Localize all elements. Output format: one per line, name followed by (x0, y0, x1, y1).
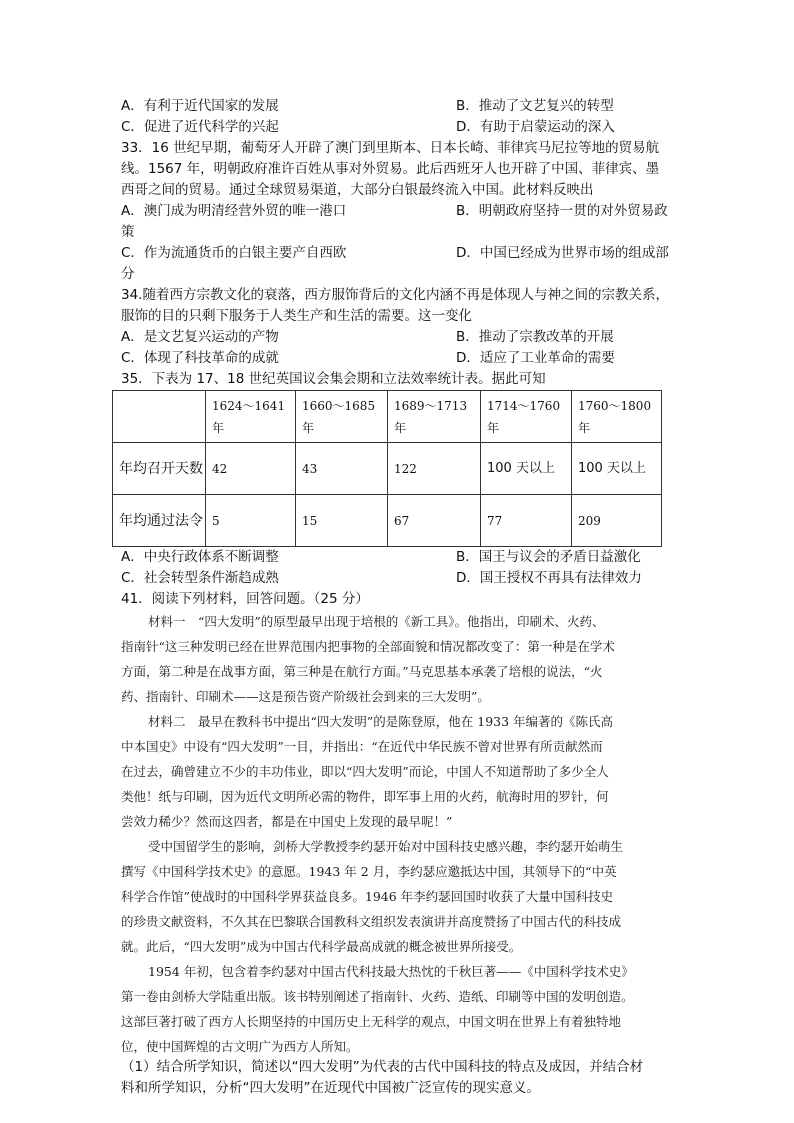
q41-sub1-line: 料和所学知识，分析“四大发明”在近现代中国被广泛宣传的现实意义。 (121, 1080, 540, 1096)
parliament-table (112, 390, 662, 547)
table-row (113, 495, 662, 547)
table-header-cell: 1760～1800 年 (572, 391, 662, 443)
table-cell: 100 天以上 (572, 443, 662, 495)
table-header-cell: 1624～1641 年 (206, 391, 296, 443)
material-two-line: 类他！纸与印刷，因为近代文明所必需的物件，即军事上用的火药，航海时用的罗针，何 (121, 789, 609, 804)
material-two-line: 位，使中国辉煌的古文明广为西方人所知。 (121, 1039, 359, 1054)
table-cell: 209 (572, 495, 662, 547)
q33-option-d-cont: 分 (121, 266, 135, 282)
row-label: 年均通过法令 (113, 495, 206, 547)
q33-option-c: C．作为流通货币的白银主要产自西欧 (121, 245, 347, 261)
table-cell: 100 天以上 (481, 443, 572, 495)
material-one-line: 方面，第二种是在战事方面，第三种是在航行方面。”马克思基本承袭了培根的说法，“火 (121, 664, 603, 679)
option-d: D．有助于启蒙运动的深入 (456, 119, 615, 135)
table-row (113, 443, 662, 495)
material-two-line: 就。此后，“四大发明”成为中国古代科学最高成就的概念被世界所接受。 (121, 939, 522, 954)
material-two-line: 在过去，确曾建立不少的丰功伟业，即以“四大发明”而论，中国人不知道帮助了多少全人 (121, 764, 609, 779)
option-c: C．促进了近代科学的兴起 (121, 119, 279, 135)
table-cell: 67 (388, 495, 481, 547)
material-two-line: 1954 年初，包含着李约瑟对中国古代科技最大热忱的千秋巨著——《中国科学技术史》 (148, 964, 634, 979)
material-one-line: 药、指南针、印刷术——这是预告资产阶级社会到来的三大发明”。 (121, 689, 490, 704)
q33-stem-line: 33．16 世纪早期，葡萄牙人开辟了澳门到里斯本、日本长崎、菲律宾马尼拉等地的贸易航 (121, 140, 660, 156)
q33-stem-line: 线。1567 年，明朝政府准许百姓从事对外贸易。此后西班牙人也开辟了中国、菲律宾、墨 (121, 161, 660, 177)
material-one-line: 指南针“这三种发明已经在世界范围内把事物的全部面貌和情况都改变了：第一种是在学术 (121, 639, 615, 654)
q33-option-b-cont: 策 (121, 224, 135, 240)
material-two-line: 科学合作馆”使战时的中国科学界获益良多。1946 年李约瑟回国时收获了大量中国科技史 (121, 889, 614, 904)
table-cell: 122 (388, 443, 481, 495)
material-one-line: 材料一 “四大发明”的原型最早出现于培根的《新工具》。他指出，印刷术、火药、 (148, 614, 605, 629)
material-two-line: 材料二 最早在教科书中提出“四大发明”的是陈登原，他在 1933 年编著的《陈氏高 (148, 714, 614, 729)
q33-option-a: A．澳门成为明清经营外贸的唯一港口 (121, 203, 347, 219)
q34-stem-line: 34.随着西方宗教文化的衰落，西方服饰背后的文化内涵不再是体现人与神之间的宗教关系， (121, 287, 669, 303)
table-header-cell: 1714～1760 年 (481, 391, 572, 443)
table-header-row (113, 391, 662, 443)
q34-stem-line: 服饰的目的只剩下服务于人类生产和生活的需要。这一变化 (121, 308, 472, 324)
q35-option-b: B．国王与议会的矛盾日益激化 (456, 549, 641, 565)
table-cell: 77 (481, 495, 572, 547)
q35-option-d: D．国王授权不再具有法律效力 (456, 570, 642, 586)
q35-option-c: C．社会转型条件渐趋成熟 (121, 570, 279, 586)
table-cell: 43 (296, 443, 388, 495)
q34-option-a: A．是文艺复兴运动的产物 (121, 329, 279, 345)
table-header-cell: 1689～1713 年 (388, 391, 481, 443)
material-two-line: 撰写《中国科学技术史》的意愿。1943 年 2 月，李约瑟应邀抵达中国，其领导下的“中英 (121, 864, 617, 879)
q33-stem-line: 西哥之间的贸易。通过全球贸易渠道，大部分白银最终流入中国。此材料反映出 (121, 182, 594, 198)
row-label: 年均召开天数 (113, 443, 206, 495)
material-two-line: 这部巨著打破了西方人长期坚持的中国历史上无科学的观点，中国文明在世界上有着独特地 (121, 1014, 622, 1029)
q33-option-b: B．明朝政府坚持一贯的对外贸易政 (456, 203, 668, 219)
q34-option-b: B．推动了宗教改革的开展 (456, 329, 614, 345)
table-header-cell: 1660～1685 年 (296, 391, 388, 443)
option-a: A．有利于近代国家的发展 (121, 98, 279, 114)
material-two-line: 尝效力稀少？然而这四者，都是在中国史上发现的最早呢！” (121, 814, 453, 829)
table-header-cell (113, 391, 206, 443)
q33-option-d: D．中国已经成为世界市场的组成部 (456, 245, 669, 261)
table-cell: 5 (206, 495, 296, 547)
q41-stem: 41．阅读下列材料，回答问题。（25 分） (121, 591, 369, 607)
q34-option-c: C．体现了科技革命的成就 (121, 350, 279, 366)
table-cell: 15 (296, 495, 388, 547)
option-b: B．推动了文艺复兴的转型 (456, 98, 614, 114)
material-two-line: 的珍贵文献资料，不久其在巴黎联合国教科文组织发表演讲并高度赞扬了中国古代的科技成 (121, 914, 622, 929)
material-two-line: 中本国史》中设有“四大发明”一目，并指出：“在近代中华民族不曾对世界有所贡献然而 (121, 739, 603, 754)
q35-option-a: A．中央行政体系不断调整 (121, 549, 279, 565)
q41-sub1-line: （1）结合所学知识，简述以“四大发明”为代表的古代中国科技的特点及成因，并结合材 (121, 1059, 644, 1075)
table-cell: 42 (206, 443, 296, 495)
q34-option-d: D．适应了工业革命的需要 (456, 350, 615, 366)
q35-stem: 35．下表为 17、18 世纪英国议会集会期和立法效率统计表。据此可知 (121, 371, 546, 387)
material-two-line: 第一卷由剑桥大学陆重出版。该书特别阐述了指南针、火药、造纸、印刷等中国的发明创造。 (121, 989, 634, 1004)
material-two-line: 受中国留学生的影响，剑桥大学教授李约瑟开始对中国科技史感兴趣，李约瑟开始萌生 (148, 839, 624, 854)
